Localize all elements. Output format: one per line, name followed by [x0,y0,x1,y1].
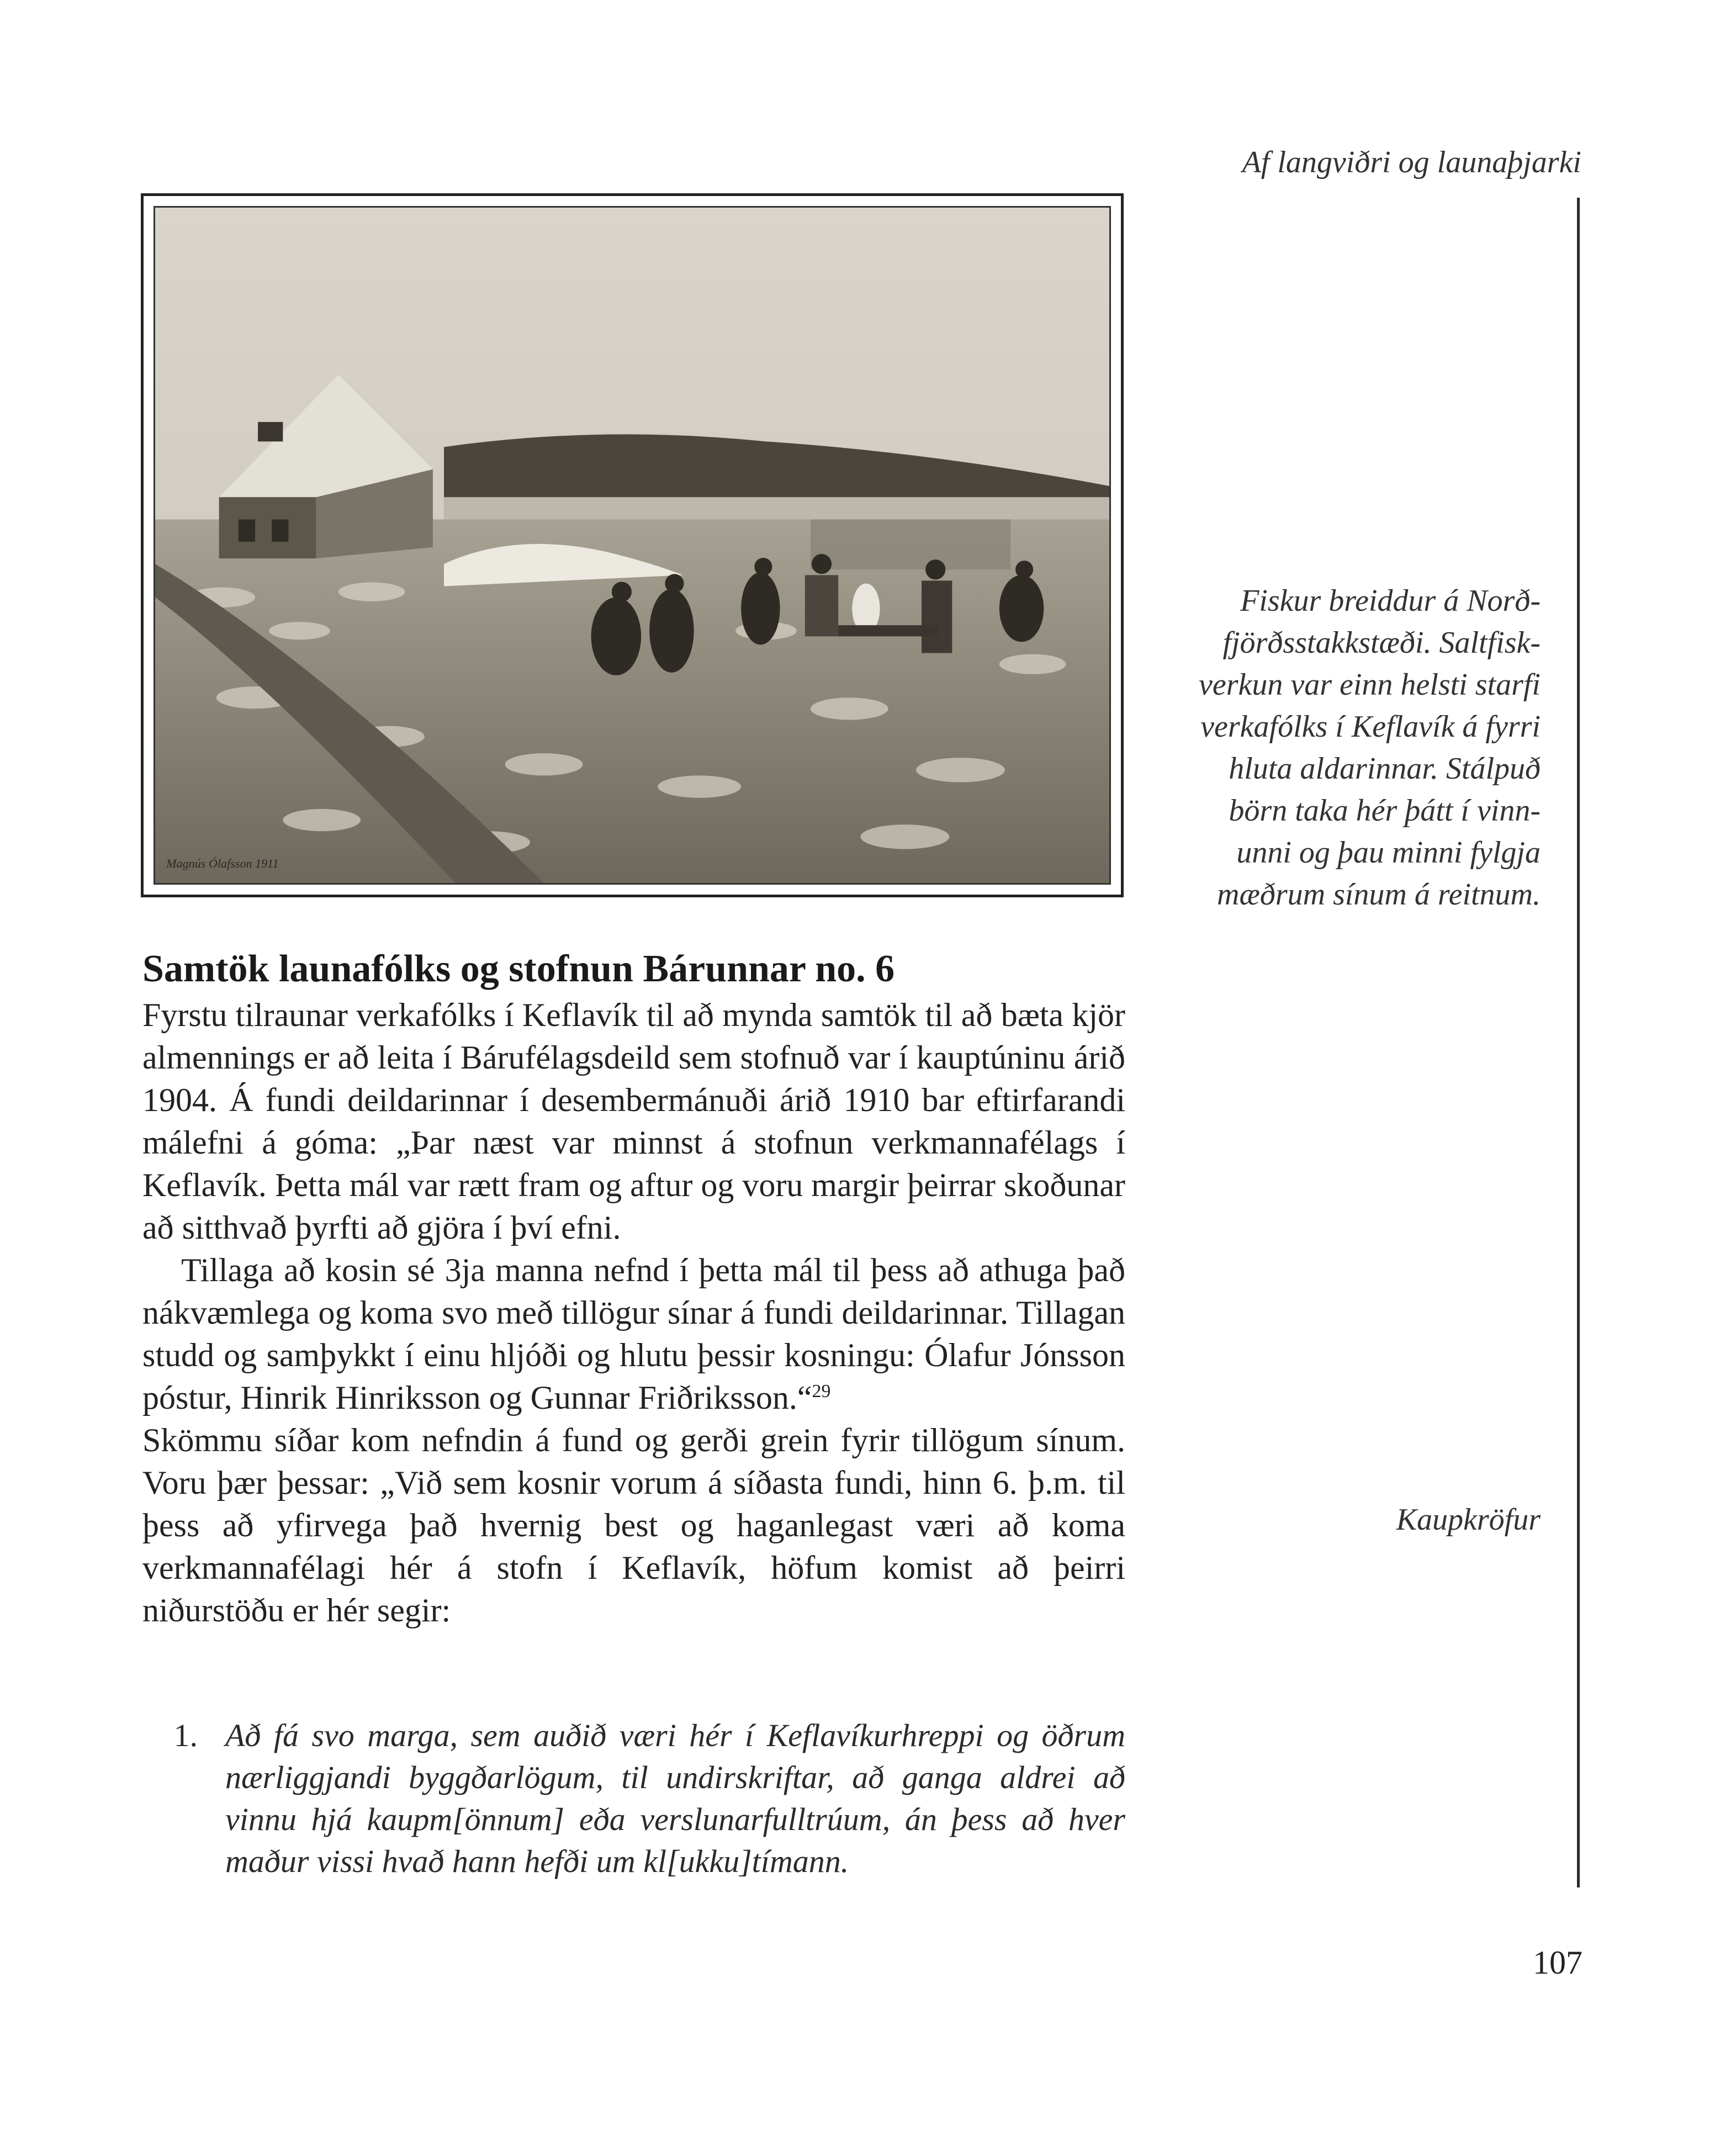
margin-note: Kaupkröfur [1396,1503,1541,1537]
caption-line: fjörðsstakkstæði. Saltfisk- [1222,626,1541,660]
list-text: Að fá svo marga, sem auðið væri hér í Keflavíkurhreppi og öðrum nærliggjandi byggðarlögum, til undirskriftar, að ganga aldrei að vinnu hjá kaupm[önnum] eða verslunarfulltrúum, án þess að hver maður vissi hvað hann hefði um kl[ukku]tímann. [225,1717,1125,1879]
caption-line: verkafólks í Keflavík á fyrri [1200,710,1541,744]
photo-caption [1148,580,1541,916]
footnote-marker: 29 [812,1381,831,1402]
caption-line: verkun var einn helsti starfi [1198,668,1541,702]
quoted-list [142,1715,1125,1883]
paragraph-text: Tillaga að kosin sé 3ja manna nefnd í þetta mál til þess að athuga það nákvæmlega og koma svo með tillögur sínar á fundi deildarinnar. Tillagan studd og samþykkt í einu hljóði og hlutu þessir kosningu: Ólafur Jónsson póstur, Hinrik Hinriksson og Gunnar Friðriksson.“ [142,1252,1125,1416]
page-number: 107 [1533,1944,1582,1981]
section-heading: Samtök launafólks og stofnun Bárunnar no. 6 [142,948,895,990]
caption-line: Fiskur breiddur á Norð- [1240,584,1541,618]
photographer-signature: Magnús Ólafsson 1911 [166,856,279,870]
paragraph: Fyrstu tilraunar verkafólks í Keflavík til að mynda samtök til að bæta kjör almennings er að leita í Bárufélagsdeild sem stofnuð var í kauptúninu árið 1904. Á fundi deildarinnar í desembermánuði árið 1910 bar eftirfarandi málefni á góma: „Þar næst var minnst á stofnun verkmannafélags í Keflavík. Þetta mál var rætt fram og aftur og voru margir þeirrar skoðunar að sitthvað þyrfti að gjöra í því efni. [142,997,1125,1246]
caption-line: hluta aldarinnar. Stálpuð [1229,752,1541,786]
caption-line: unni og þau minni fylgja [1236,836,1541,870]
paragraph [142,1249,1125,1419]
photo-frame [141,193,1124,897]
running-header: Af langviðri og launaþjarki [1242,145,1581,179]
paragraph: Skömmu síðar kom nefndin á fund og gerði grein fyrir tillögum sínum. Voru þær þessar: „Við sem kosnir vorum á síðasta fundi, hinn 6. þ.m. til þess að yfirvega það hvernig best og haganlegast væri að koma verkmannafélagi hér á stofn í Keflavík, höfum komist að þeirri niðurstöðu er hér segir: [142,1422,1125,1628]
caption-line: mæðrum sínum á reitnum. [1217,877,1541,912]
historical-photo [154,206,1111,885]
list-item [142,1715,1125,1883]
caption-line: börn taka hér þátt í vinn- [1229,794,1541,828]
margin-rule [1577,198,1580,1887]
list-number: 1. [173,1717,198,1753]
body-text [142,994,1125,1632]
